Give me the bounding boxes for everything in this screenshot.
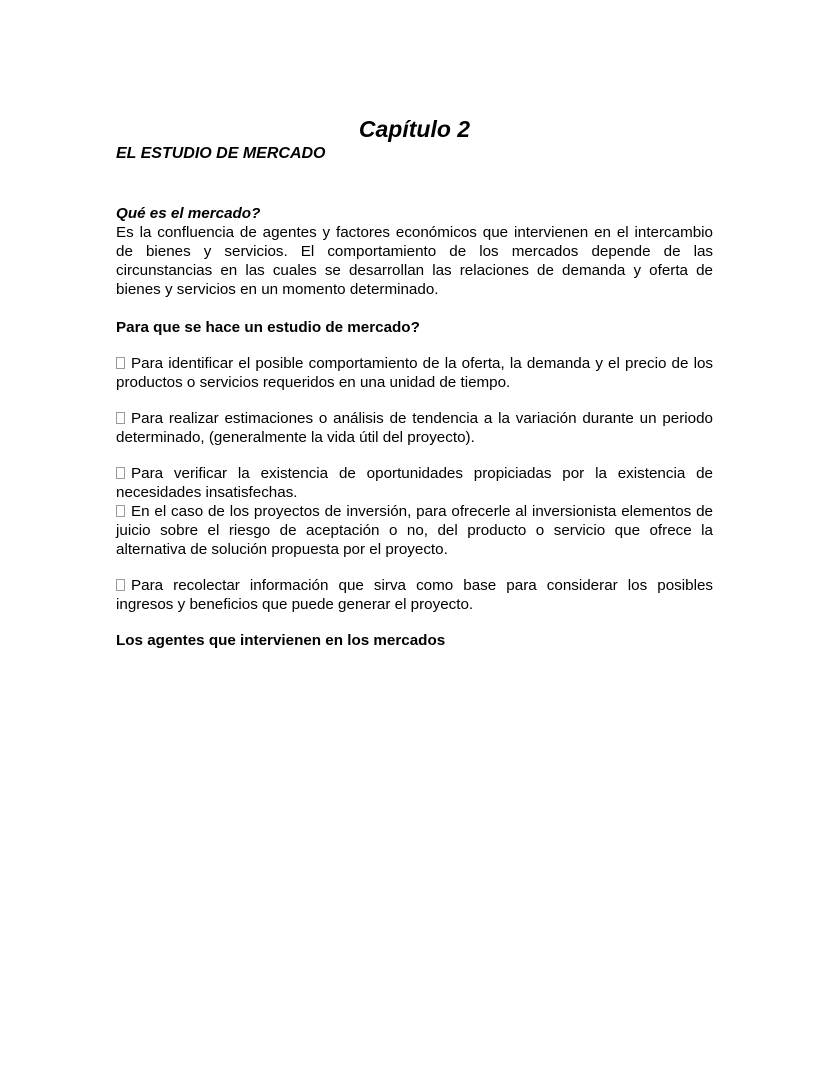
missing-glyph-box-icon (116, 412, 125, 424)
bullet-text: Para identificar el posible comportamiento de la oferta, la demanda y el precio de los productos o servicios requeridos en una unidad de tiempo. (116, 355, 713, 391)
chapter-subtitle: EL ESTUDIO DE MERCADO (116, 145, 326, 162)
document-body (116, 204, 713, 650)
bullet-item (116, 354, 713, 392)
missing-glyph-box-icon (116, 505, 125, 517)
section-heading-agentes: Los agentes que intervienen en los mercados (116, 632, 446, 649)
section-heading-para-que-estudio: Para que se hace un estudio de mercado? (116, 319, 420, 336)
section-heading-que-es-el-mercado: Qué es el mercado? (116, 205, 261, 222)
spacer (116, 614, 713, 631)
spacer (116, 392, 713, 409)
bullet-text: Para realizar estimaciones o análisis de tendencia a la variación durante un periodo determinado, (generalmente la vida útil del proyecto). (116, 410, 713, 446)
bullet-item (116, 576, 713, 614)
spacer (116, 299, 713, 318)
chapter-title: Capítulo 2 (358, 116, 471, 142)
bullet-item (116, 464, 713, 502)
bullet-item (116, 502, 713, 559)
missing-glyph-box-icon (116, 357, 125, 369)
bullet-text: Para recolectar información que sirva como base para considerar los posibles ingresos y beneficios que puede generar el proyecto. (116, 577, 713, 613)
missing-glyph-box-icon (116, 467, 125, 479)
bullet-text: En el caso de los proyectos de inversión, para ofrecerle al inversionista elementos de juicio sobre el riesgo de aceptación o no, del producto o servicio que ofrece la alternativa de solución propuesta por el proyecto. (116, 503, 713, 558)
spacer (116, 559, 713, 576)
bullet-text: Para verificar la existencia de oportunidades propiciadas por la existencia de necesidades insatisfechas. (116, 465, 713, 501)
spacer (116, 447, 713, 464)
bullet-item (116, 409, 713, 447)
spacer (116, 337, 713, 354)
paragraph-mercado-definition: Es la confluencia de agentes y factores económicos que intervienen en el intercambio de bienes y servicios. El comportamiento de los mercados depende de las circunstancias en las cuales se desarrollan las relaciones de demanda y oferta de bienes y servicios en un momento determinado. (116, 224, 713, 298)
missing-glyph-box-icon (116, 579, 125, 591)
